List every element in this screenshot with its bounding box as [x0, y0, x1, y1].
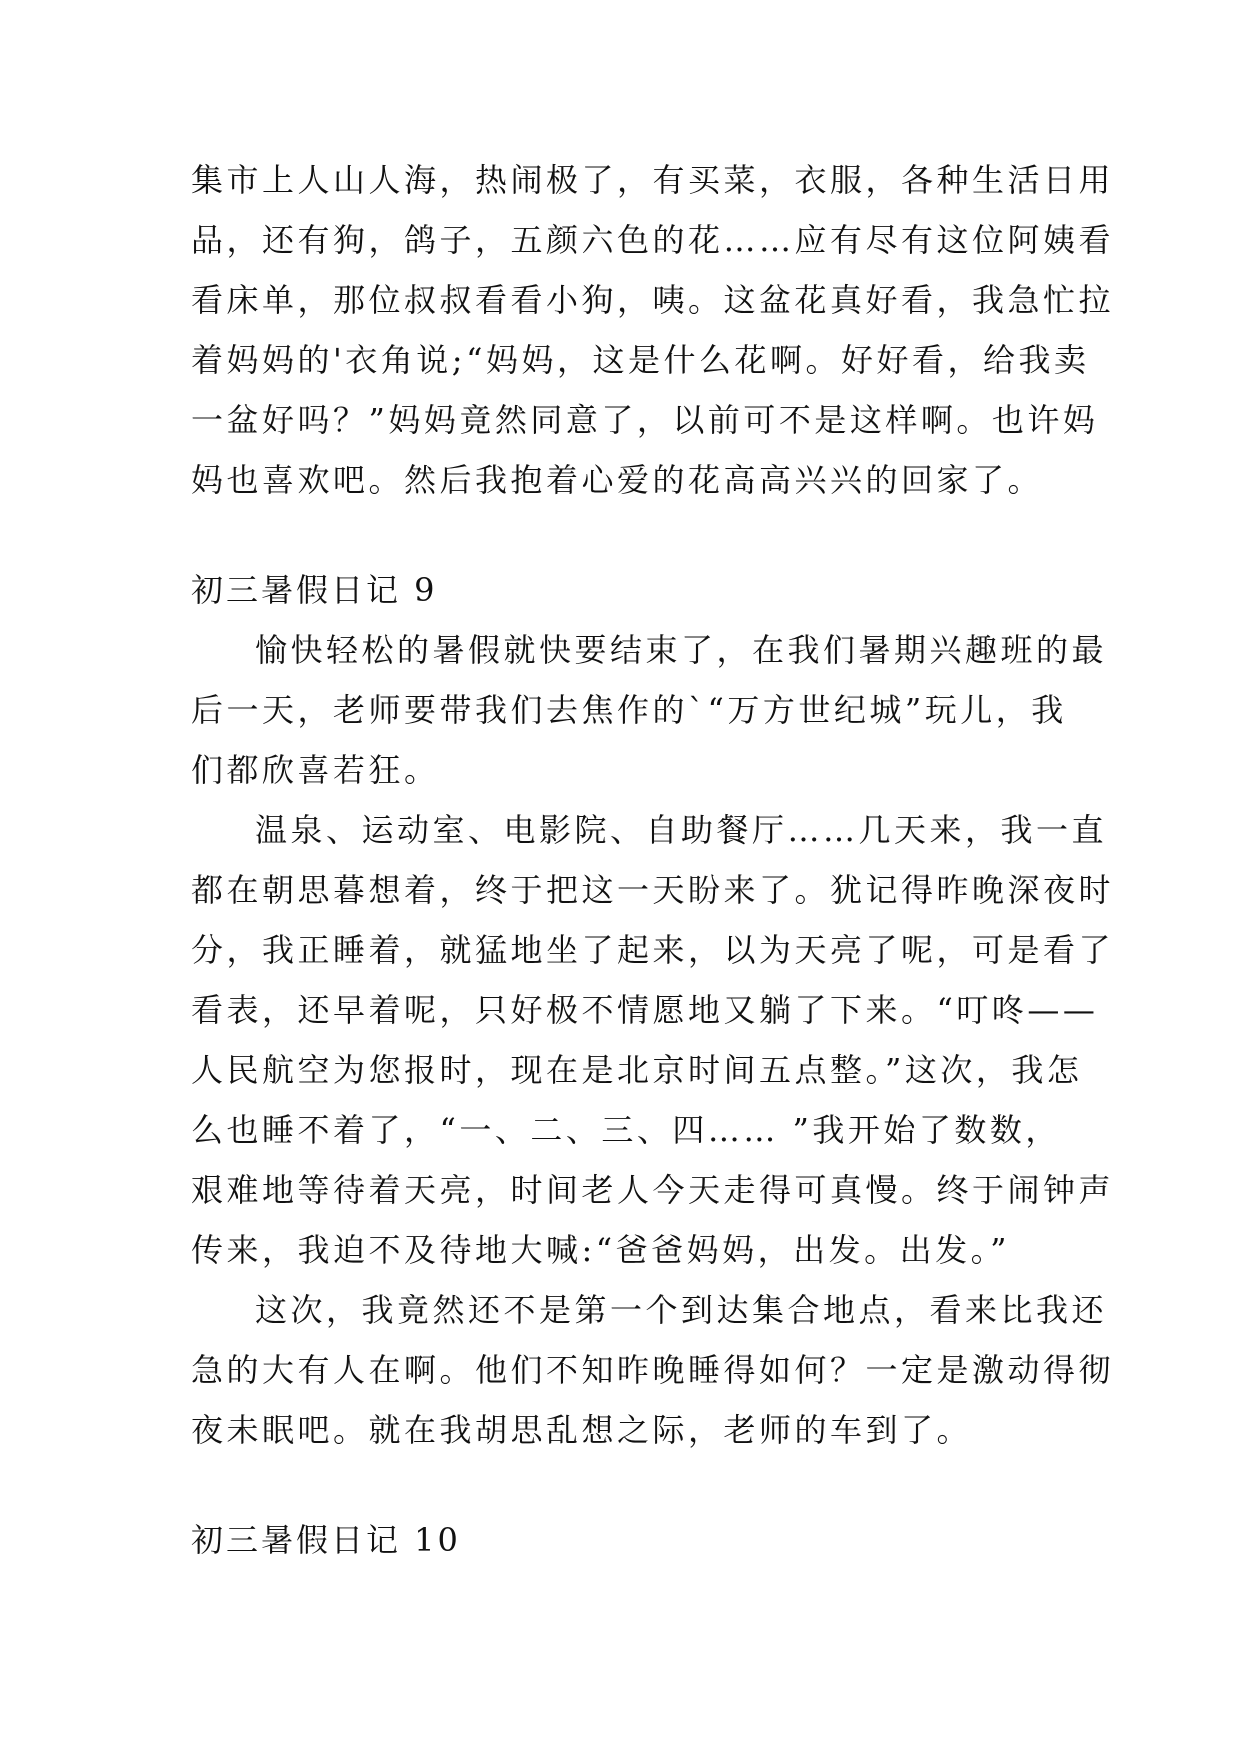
text-line: 夜未眠吧。就在我胡思乱想之际，老师的车到了。: [191, 1411, 973, 1449]
diary-9-paragraph-2: [191, 800, 1115, 1280]
text-line: 愉快轻松的暑假就快要结束了，在我们暑期兴趣班的最: [255, 631, 1108, 669]
text-line: 着妈妈的'衣角说;“妈妈，这是什么花啊。好好看，给我卖: [191, 341, 1090, 379]
text-line: 都在朝思暮想着，终于把这一天盼来了。犹记得昨晚深夜时: [191, 871, 1115, 909]
text-line: 人民航空为您报时，现在是北京时间五点整。”这次，我怎: [191, 1051, 1083, 1089]
text-line: 急的大有人在啊。他们不知昨晚睡得如何？一定是激动得彻: [191, 1351, 1115, 1389]
text-line: 艰难地等待着天亮，时间老人今天走得可真慢。终于闹钟声: [191, 1171, 1115, 1209]
diary-10-title: 初三暑假日记 10: [191, 1521, 461, 1559]
text-line: 们都欣喜若狂。: [191, 751, 440, 789]
text-line: 这次，我竟然还不是第一个到达集合地点，看来比我还: [255, 1291, 1108, 1329]
text-line: 看表，还早着呢，只好极不情愿地又躺了下来。“叮咚——: [191, 991, 1099, 1029]
text-line: 后一天，老师要带我们去焦作的`“万方世纪城”玩儿，我: [191, 691, 1067, 729]
diary-9-paragraph-1: [191, 620, 1108, 800]
text-line: 传来，我迫不及待地大喊:“爸爸妈妈，出发。出发。”: [191, 1231, 1011, 1269]
text-line: 分，我正睡着，就猛地坐了起来，以为天亮了呢，可是看了: [191, 931, 1115, 969]
previous-entry-paragraph: [191, 150, 1115, 510]
text-line: 一盆好吗？”妈妈竟然同意了，以前可不是这样啊。也许妈: [191, 401, 1099, 439]
text-line: 集市上人山人海，热闹极了，有买菜，衣服，各种生活日用: [191, 161, 1115, 199]
text-line: 妈也喜欢吧。然后我抱着心爱的花高高兴兴的回家了。: [191, 461, 1044, 499]
diary-9-title: 初三暑假日记 9: [191, 571, 438, 609]
diary-9-paragraph-3: [191, 1280, 1115, 1460]
text-line: 温泉、运动室、电影院、自助餐厅……几天来，我一直: [255, 811, 1108, 849]
text-line: 品，还有狗，鸽子，五颜六色的花……应有尽有这位阿姨看: [191, 221, 1115, 259]
text-line: 么也睡不着了，“一、二、三、四…… ”我开始了数数，: [191, 1111, 1061, 1149]
text-line: 看床单，那位叔叔看看小狗，咦。这盆花真好看，我急忙拉: [191, 281, 1115, 319]
